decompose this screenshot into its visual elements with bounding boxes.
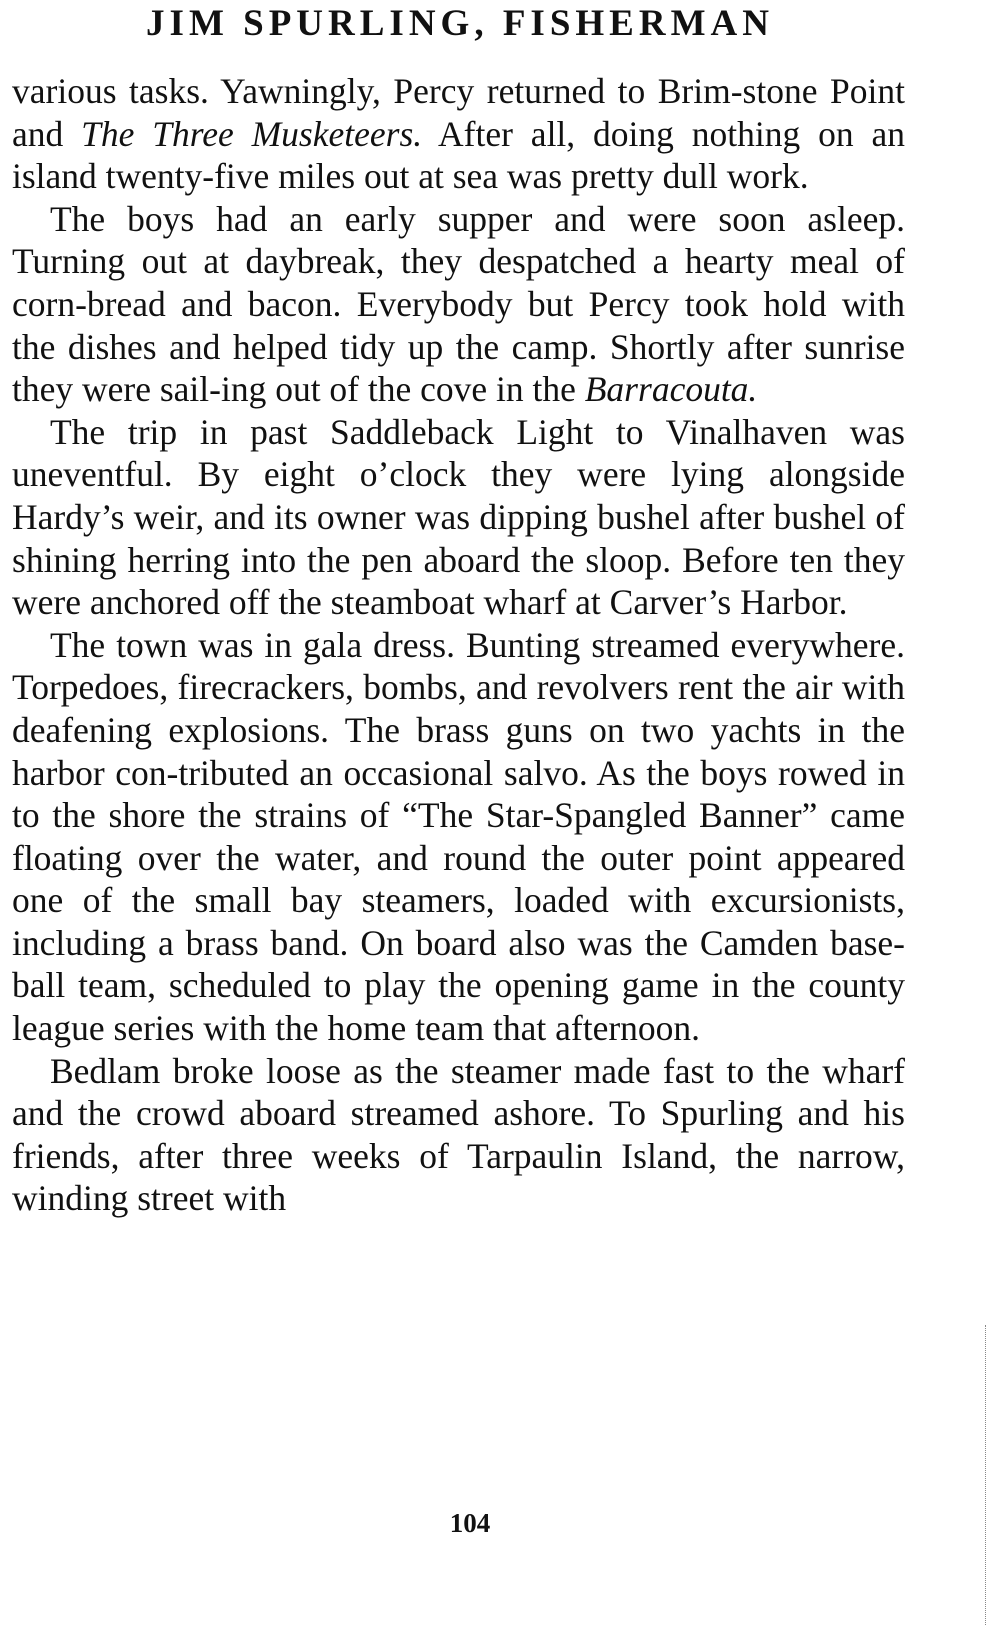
text-segment: Bedlam broke loose as the steamer made fast to the wharf and the crowd aboard streamed ashore. To Spurling and his friends, after three weeks of Tarpaulin Island, the narrow, winding street with: [12, 1050, 905, 1219]
body-text: [12, 70, 905, 1220]
running-head: JIM SPURLING, FISHERMAN: [146, 3, 774, 44]
paragraph: [12, 198, 905, 411]
page-number: 104: [449, 1508, 491, 1538]
paragraph: [12, 624, 905, 1050]
text-segment: various tasks. Yawningly, Percy returned to Brim-stone Point and: [12, 71, 905, 154]
boat-name-italic: Barracouta.: [584, 369, 758, 410]
scan-edge-mark: [985, 1325, 987, 1625]
paragraph: [12, 1050, 905, 1220]
text-segment: The town was in gala dress. Bunting streamed everywhere. Torpedoes, firecrackers, bombs, and revolvers rent the air with deafening explosions. The brass guns on two yachts in the harbor con-tributed an occasional salvo. As the boys rowed in to the shore the strains of “The Star-Spangled Banner” came floating over the water, and round the outer point appeared one of the small bay steamers, loaded with excursionists, including a brass band. On board also was the Camden base-ball team, scheduled to play the opening game in the county league series with the home team that afternoon.: [12, 624, 905, 1049]
text-segment: The boys had an early supper and were soon asleep. Turning out at daybreak, they despatched a hearty meal of corn-bread and bacon. Everybody but Percy took hold with the dishes and helped tidy up the camp. Shortly after sunrise they were sail-ing out of the cove in the: [12, 198, 905, 410]
paragraph: [12, 411, 905, 624]
text-segment: The trip in past Saddleback Light to Vinalhaven was uneventful. By eight o’clock they were lying alongside Hardy’s weir, and its owner was dipping bushel after bushel of shining herring into the pen aboard the sloop. Before ten they were anchored off the steamboat wharf at Carver’s Harbor.: [12, 411, 905, 623]
book-title-italic: The Three Musketeers.: [81, 113, 423, 154]
text-segment: After all, doing nothing on an island twenty-five miles out at sea was pretty dull work.: [12, 113, 905, 197]
paragraph: [12, 70, 905, 198]
